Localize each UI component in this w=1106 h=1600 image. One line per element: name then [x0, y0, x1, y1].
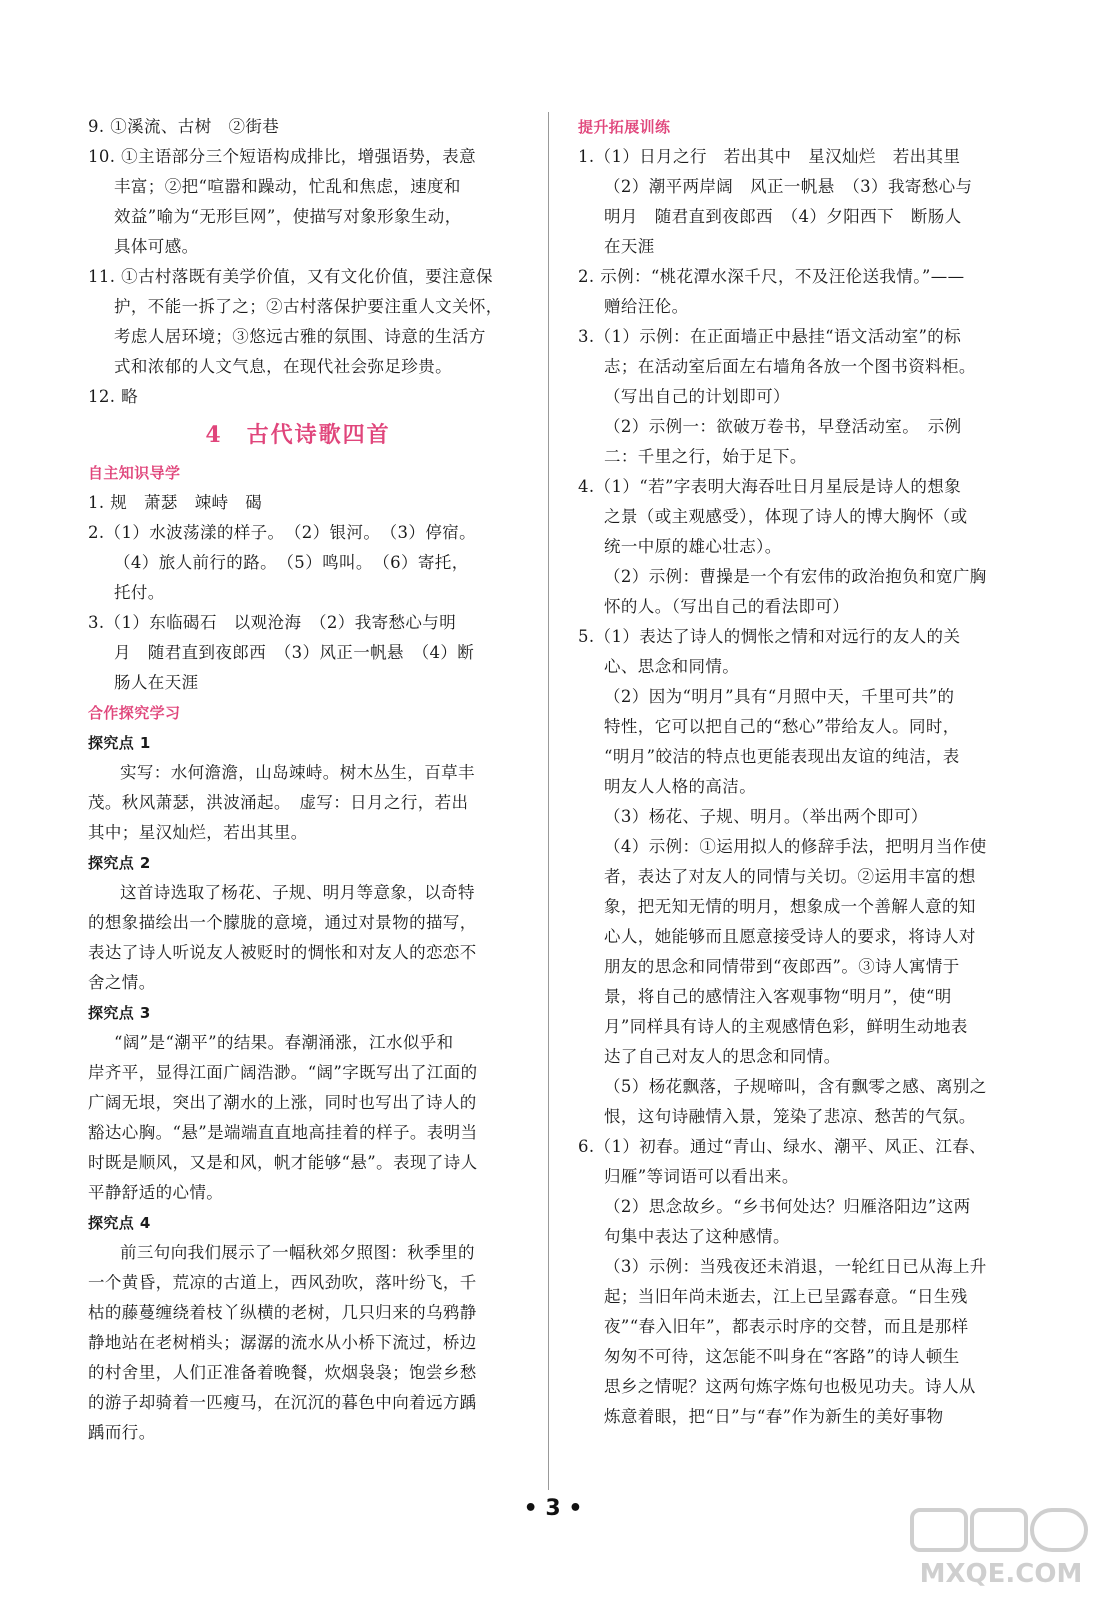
inquiry-point-3-text [88, 1028, 508, 1208]
inquiry-point-3-title: 探究点 3 [88, 1004, 151, 1022]
text-line: 实写：水何澹澹，山岛竦峙。树木丛生，百草丰 [120, 763, 475, 782]
text-line: 静地站在老树梢头；潺潺的流水从小桥下流过，桥边 [88, 1333, 477, 1352]
text-line: 其中；星汉灿烂，若出其里。 [88, 823, 308, 842]
text-line: 效益”喻为“无形巨网”，使描写对象形象生动， [114, 207, 462, 226]
text-line: 2.（1）水波荡漾的样子。 （2）银河。 （3）停宿。 [88, 523, 477, 542]
text-line: （写出自己的计划即可） [604, 387, 790, 406]
text-line: 5.（1）表达了诗人的惆怅之情和对远行的友人的关 [578, 627, 961, 646]
inquiry-point-4-text [88, 1238, 508, 1448]
text-line: 11. ①古村落既有美学价值，又有文化价值，要注意保 [88, 267, 493, 286]
text-line: 的想象描绘出一个朦胧的意境，通过对景物的描写， [88, 913, 477, 932]
text-line: 一个黄昏，荒凉的古道上，西风劲吹，落叶纷飞，千 [88, 1273, 477, 1292]
text-line: 护，不能一拆了之；②古村落保护要注重人文关怀， [114, 297, 503, 316]
text-line: 这首诗选取了杨花、子规、明月等意象，以奇特 [120, 883, 475, 902]
left-column [88, 112, 508, 1448]
text-line: 心人，她能够而且愿意接受诗人的要求，将诗人对 [604, 927, 976, 946]
text-line: 朋友的思念和同情带到“夜郎西”。③诗人寓情于 [604, 957, 960, 976]
inquiry-point-1-title: 探究点 1 [88, 734, 151, 752]
text-line: 3.（1）示例：在正面墙正中悬挂“语文活动室”的标 [578, 327, 962, 346]
text-line: 考虑人居环境；③悠远古雅的氛围、诗意的生活方 [114, 327, 486, 346]
text-line: 10. ①主语部分三个短语构成排比，增强语势，表意 [88, 147, 476, 166]
extension-answers [578, 142, 1010, 1432]
text-line: 匆匆不可待，这怎能不叫身在“客路”的诗人顿生 [604, 1347, 960, 1366]
inquiry-point-4-title: 探究点 4 [88, 1214, 151, 1232]
text-line: 岸齐平，显得江面广阔浩渺。“阔”字既写出了江面的 [88, 1063, 478, 1082]
text-line: “明月”皎洁的特点也更能表现出友谊的纯洁，表 [604, 747, 960, 766]
text-line: 茂。秋风萧瑟，洪波涌起。 虚写：日月之行，若出 [88, 793, 469, 812]
inquiry-point-2-text [88, 878, 508, 998]
text-line: 者，表达了对友人的同情与关切。②运用丰富的想 [604, 867, 976, 886]
text-line: 明月 随君直到夜郎西 （4）夕阳西下 断肠人 [604, 207, 962, 226]
column-divider [548, 112, 549, 1490]
section-title-cooperative: 合作探究学习 [88, 704, 181, 722]
text-line: 3.（1）东临碣石 以观沧海 （2）我寄愁心与明 [88, 613, 457, 632]
text-line: 丰富；②把“喧嚣和躁动，忙乱和焦虑，速度和 [114, 177, 461, 196]
text-line: 景，将自己的感情注入客观事物“明月”，使“明 [604, 987, 952, 1006]
text-line: 赠给汪伦。 [604, 297, 689, 316]
text-line: 平静舒适的心情。 [88, 1183, 224, 1202]
text-line: （3）杨花、子规、明月。（举出两个即可） [604, 807, 928, 826]
text-line: 怀的人。（写出自己的看法即可） [604, 597, 850, 616]
text-line: （2）示例：曹操是一个有宏伟的政治抱负和宽广胸 [604, 567, 987, 586]
inquiry-point-2-title: 探究点 2 [88, 854, 151, 872]
text-line: 1. 规 萧瑟 竦峙 碣 [88, 493, 263, 512]
text-line: 托付。 [114, 583, 165, 602]
text-line: 特性，它可以把自己的“愁心”带给友人。同时， [604, 717, 960, 736]
section-title-self-study: 自主知识导学 [88, 464, 181, 482]
text-line: 表达了诗人听说友人被贬时的惆怅和对友人的恋恋不 [88, 943, 477, 962]
text-line: 肠人在天涯 [114, 673, 199, 692]
text-line: 12. 略 [88, 387, 138, 406]
text-line: 踽而行。 [88, 1423, 156, 1442]
answers-prev-lesson [88, 112, 508, 412]
text-line: “阔”是“潮平”的结果。春潮涌涨，江水似乎和 [114, 1033, 454, 1052]
text-line: 月 随君直到夜郎西 （3）风正一帆悬 （4）断 [114, 643, 475, 662]
text-line: 达了自己对友人的思念和同情。 [604, 1047, 841, 1066]
text-line: 二：千里之行，始于足下。 [604, 447, 807, 466]
text-line: 2. 示例：“桃花潭水深千尺，不及汪伦送我情。”—— [578, 267, 965, 286]
text-line: 时既是顺风，又是和风，帆才能够“悬”。表现了诗人 [88, 1153, 478, 1172]
right-column [578, 112, 1010, 1432]
chapter-title: 4 古代诗歌四首 [205, 422, 391, 448]
text-line: 6.（1）初春。通过“青山、绿水、潮平、风正、江春、 [578, 1137, 987, 1156]
text-line: （2）潮平两岸阔 风正一帆悬 （3）我寄愁心与 [604, 177, 973, 196]
watermark-logo [906, 1504, 1096, 1594]
text-line: （2）因为“明月”具有“月照中天，千里可共”的 [604, 687, 955, 706]
text-line: 的游子却骑着一匹瘦马，在沉沉的暮色中向着远方踽 [88, 1393, 477, 1412]
text-line: 恨，这句诗融情入景，笼染了悲凉、愁苦的气氛。 [604, 1107, 976, 1126]
page-number: • 3 • [523, 1496, 583, 1521]
text-line: 前三句向我们展示了一幅秋郊夕照图：秋季里的 [120, 1243, 475, 1262]
text-line: （2）示例一：欲破万卷书，早登活动室。 示例 [604, 417, 962, 436]
text-line: （5）杨花飘落，子规啼叫，含有飘零之感、离别之 [604, 1077, 987, 1096]
text-line: 之景（或主观感受），体现了诗人的博大胸怀（或 [604, 507, 968, 526]
text-line: 月”同样具有诗人的主观感情色彩，鲜明生动地表 [604, 1017, 968, 1036]
text-line: 枯的藤蔓缠绕着枝丫纵横的老树，几只归来的乌鸦静 [88, 1303, 477, 1322]
text-line: 志；在活动室后面左右墙角各放一个图书资料柜。 [604, 357, 976, 376]
text-line: 炼意着眼，把“日”与“春”作为新生的美好事物 [604, 1407, 944, 1426]
text-line: （3）示例：当残夜还未消退，一轮红日已从海上升 [604, 1257, 987, 1276]
text-line: 归雁”等词语可以看出来。 [604, 1167, 799, 1186]
text-line: 统一中原的雄心壮志）。 [604, 537, 782, 556]
text-line: 心、思念和同情。 [604, 657, 740, 676]
text-line: 句集中表达了这种感情。 [604, 1227, 790, 1246]
text-line: 在天涯 [604, 237, 655, 256]
text-line: 式和浓郁的人文气息，在现代社会弥足珍贵。 [114, 357, 452, 376]
text-line: （4）示例：①运用拟人的修辞手法，把明月当作使 [604, 837, 987, 856]
text-line: 明友人人格的高洁。 [604, 777, 757, 796]
text-line: （2）思念故乡。“乡书何处达？归雁洛阳边”这两 [604, 1197, 971, 1216]
text-line: 具体可感。 [114, 237, 199, 256]
text-line: 思乡之情呢？这两句炼字炼句也极见功夫。诗人从 [604, 1377, 976, 1396]
text-line: 豁达心胸。“悬”是端端直直地高挂着的样子。表明当 [88, 1123, 478, 1142]
text-line: 舍之情。 [88, 973, 156, 992]
text-line: 象，把无知无情的明月，想象成一个善解人意的知 [604, 897, 976, 916]
text-line: 4.（1）“若”字表明大海吞吐日月星辰是诗人的想象 [578, 477, 962, 496]
text-line: 1.（1）日月之行 若出其中 星汉灿烂 若出其里 [578, 147, 961, 166]
text-line: 广阔无垠，突出了潮水的上涨，同时也写出了诗人的 [88, 1093, 477, 1112]
inquiry-point-1-text [88, 758, 508, 848]
watermark-text: MXQE.COM [919, 1559, 1083, 1589]
text-line: 9. ①溪流、古树 ②街巷 [88, 117, 280, 136]
text-line: 夜”“春入旧年”，都表示时序的交替，而且是那样 [604, 1317, 969, 1336]
text-line: （4）旅人前行的路。 （5）鸣叫。 （6）寄托， [114, 553, 469, 572]
section-title-extension: 提升拓展训练 [578, 118, 671, 136]
text-line: 的村舍里，人们正准备着晚餐，炊烟袅袅；饱尝乡愁 [88, 1363, 477, 1382]
text-line: 起；当旧年尚未逝去，江上已呈露春意。“日生残 [604, 1287, 968, 1306]
self-study-answers [88, 488, 508, 698]
